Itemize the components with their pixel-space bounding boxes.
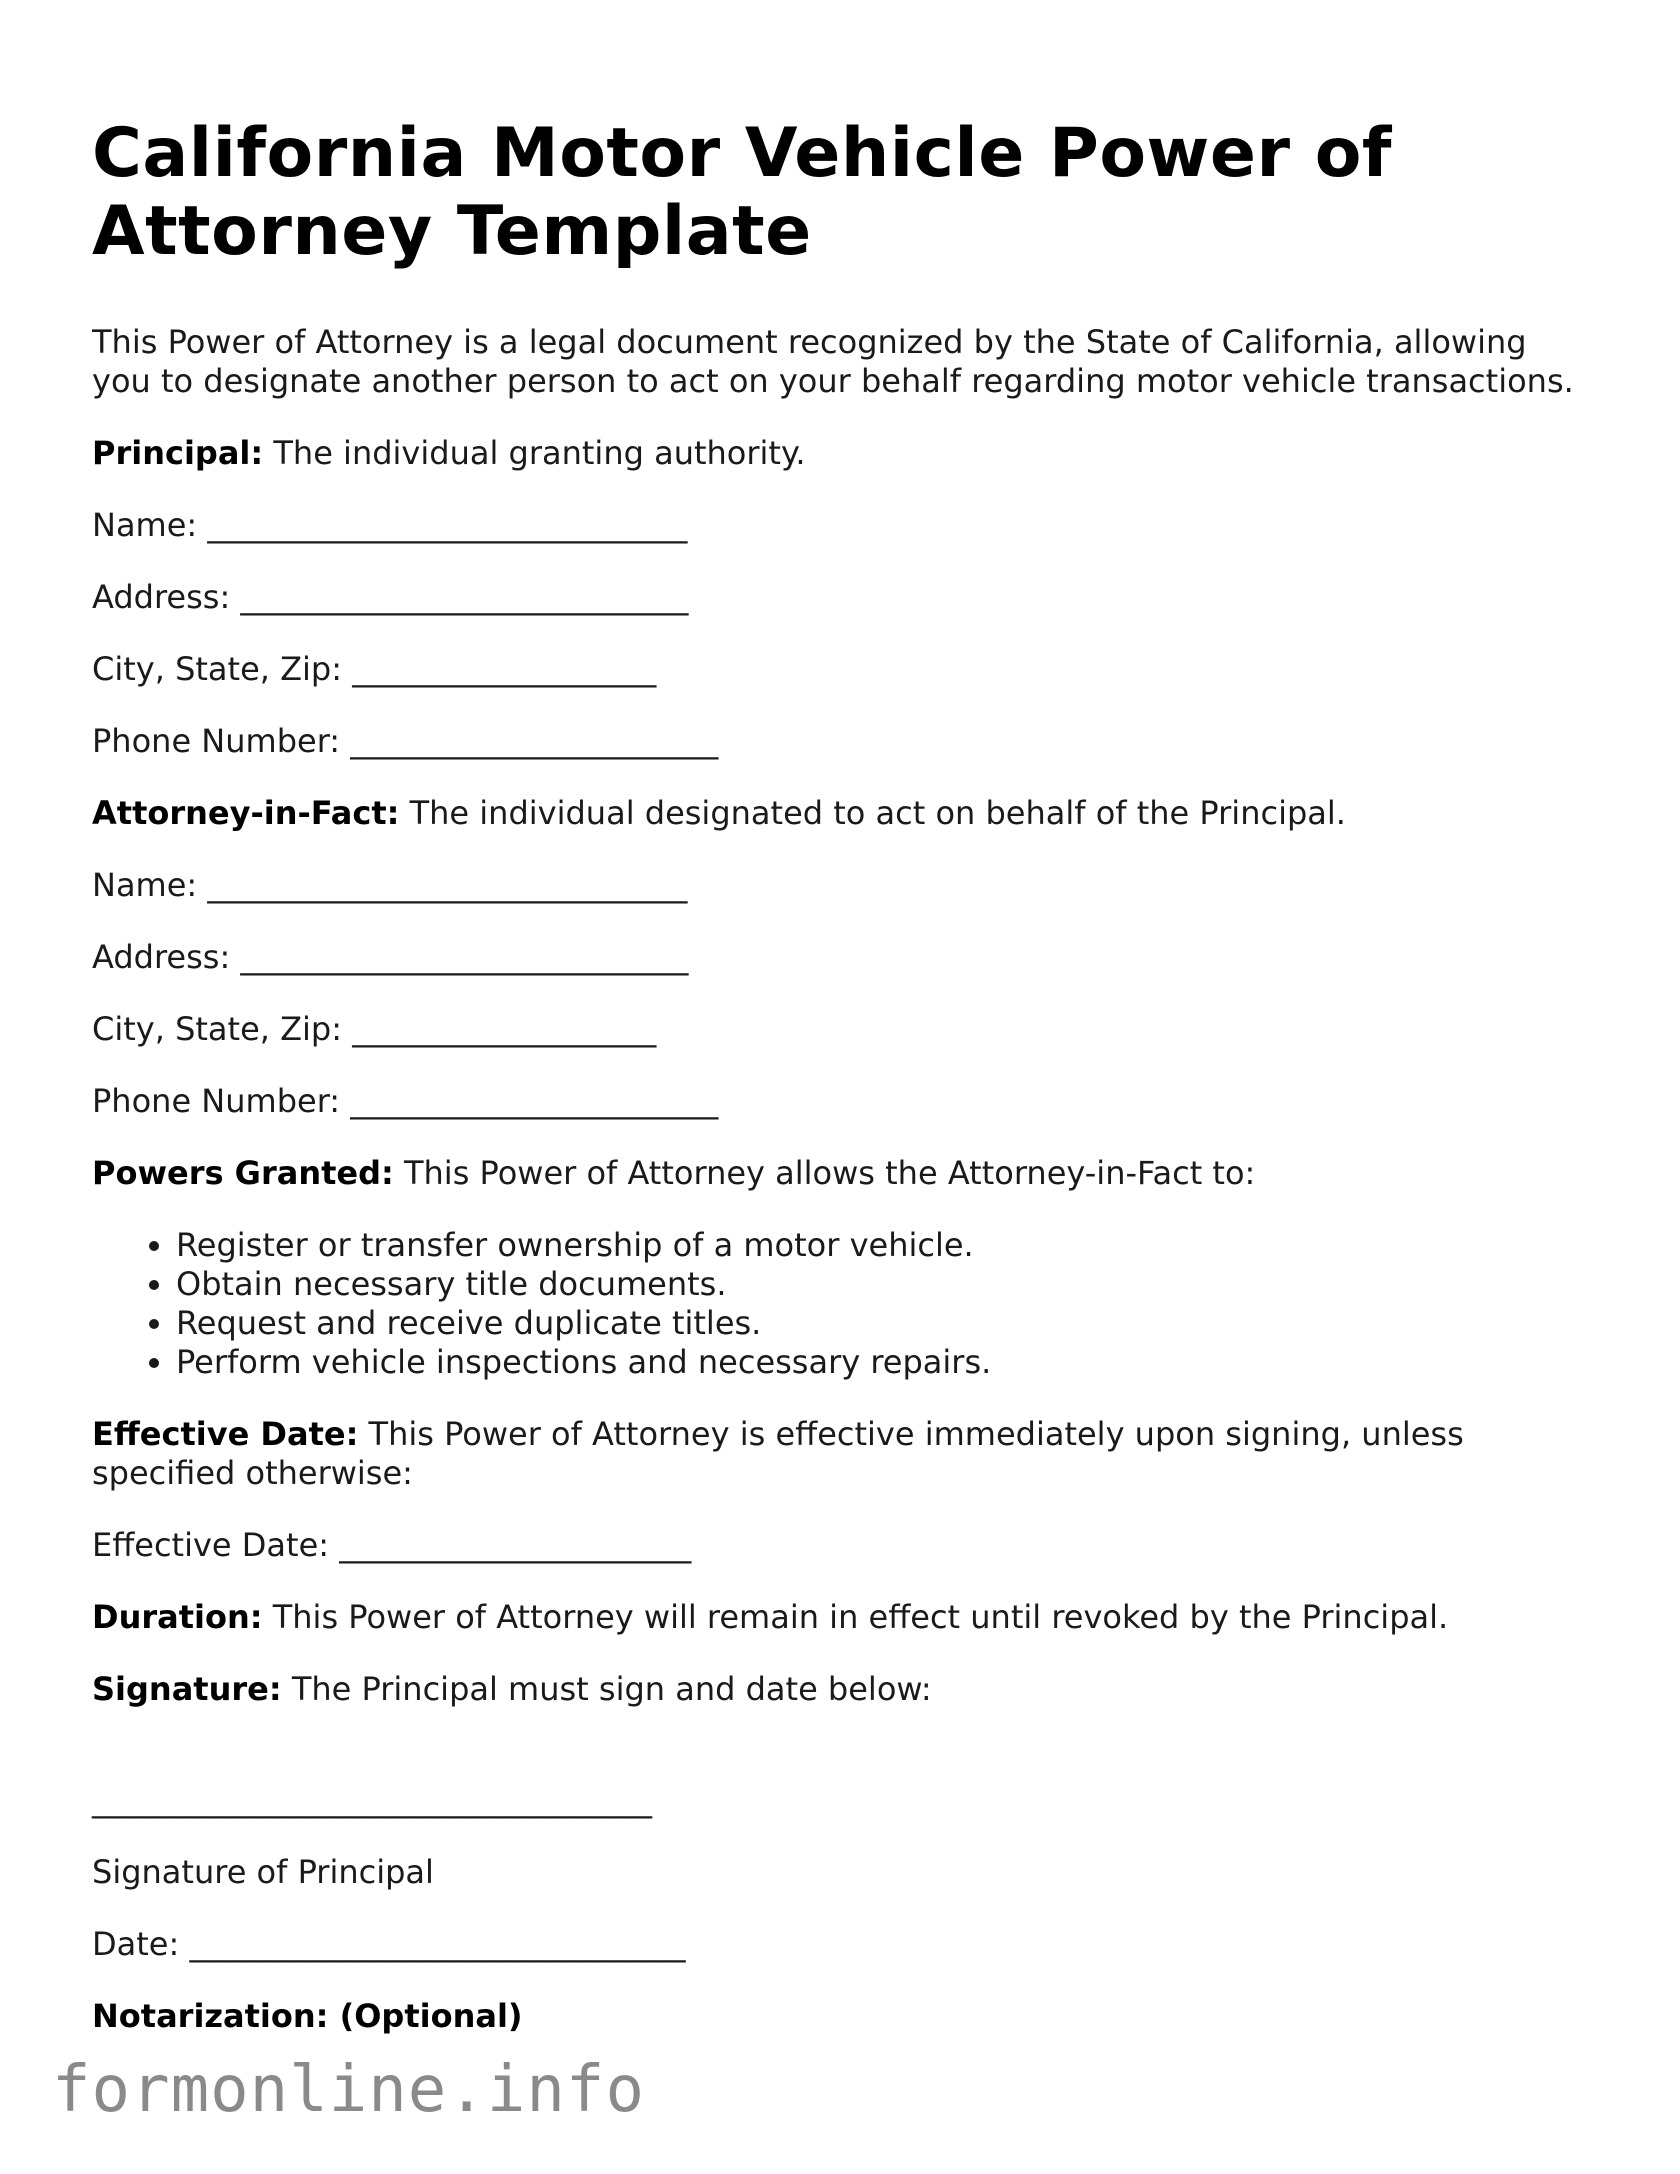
signature-section [92,1670,1592,1709]
principal-city-field: City, State, Zip: ___________________ [92,650,657,688]
effective-date-field: Effective Date: ______________________ [92,1526,692,1564]
signature-description: The Principal must sign and date below: [291,1670,932,1708]
attorney-phone-field: Phone Number: _______________________ [92,1082,719,1120]
signature-heading: Signature: [92,1670,282,1708]
powers-heading: Powers Granted: [92,1154,394,1192]
principal-phone-field: Phone Number: _______________________ [92,722,719,760]
powers-section [92,1154,1592,1193]
powers-list-item: • Register or transfer ownership of a motor vehicle. [176,1226,1592,1265]
powers-list-item: • Perform vehicle inspections and necessary repairs. [176,1343,1592,1382]
attorney-section [92,794,1592,833]
principal-name-field: Name: ______________________________ [92,506,688,544]
notarization-heading: Notarization: (Optional) [92,1997,523,2035]
duration-section [92,1598,1592,1637]
signature-line: ___________________________________ [92,1781,652,1819]
powers-list-item: • Obtain necessary title documents. [176,1265,1592,1304]
attorney-address-field: Address: ____________________________ [92,938,689,976]
attorney-heading: Attorney-in-Fact: [92,794,400,832]
intro-paragraph: This Power of Attorney is a legal document recognized by the State of California, allowing you to designate another person to act on your behalf regarding motor vehicle transactions. [92,323,1574,400]
principal-section [92,434,1592,473]
attorney-name-field: Name: ______________________________ [92,866,688,904]
powers-list-item: • Request and receive duplicate titles. [176,1304,1592,1343]
effective-date-heading: Effective Date: [92,1415,359,1453]
effective-date-description: This Power of Attorney is effective immediately upon signing, unless specified otherwise: [92,1415,1464,1492]
watermark: formonline.info [52,2053,645,2127]
effective-date-section [92,1415,1592,1493]
attorney-city-field: City, State, Zip: ___________________ [92,1010,657,1048]
powers-description: This Power of Attorney allows the Attorney-in-Fact to: [403,1154,1256,1192]
duration-heading: Duration: [92,1598,263,1636]
duration-description: This Power of Attorney will remain in effect until revoked by the Principal. [272,1598,1449,1636]
attorney-description: The individual designated to act on behalf of the Principal. [409,794,1346,832]
notarization-section [92,1997,1592,2036]
document-page [92,115,1592,2036]
principal-address-field: Address: ____________________________ [92,578,689,616]
principal-heading: Principal: [92,434,264,472]
powers-list [92,1226,1592,1382]
signature-label: Signature of Principal [92,1853,434,1891]
principal-description: The individual granting authority. [273,434,806,472]
signature-date-field: Date: _______________________________ [92,1925,686,1963]
document-title: California Motor Vehicle Power of Attorney Template [92,114,1392,271]
